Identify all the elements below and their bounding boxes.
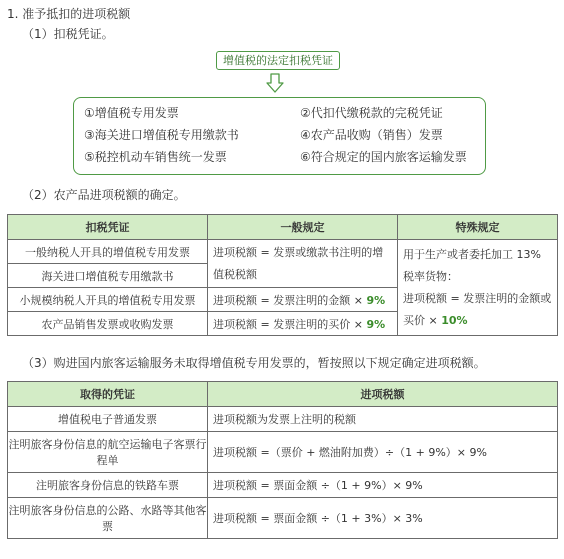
table-header-row [8, 382, 558, 407]
special-rate: 10% [441, 313, 468, 327]
subheading-passenger-transport: （3）购进国内旅客运输服务未取得增值税专用发票的，暂按照以下规定确定进项税额。 [22, 356, 486, 370]
voucher-item: ①增值税专用发票 [84, 106, 179, 120]
voucher-cell: 注明旅客身份信息的铁路车票 [8, 473, 208, 498]
agri-tax-table [7, 214, 558, 336]
column-header: 进项税额 [208, 382, 558, 407]
general-rule-cell [208, 288, 398, 312]
subheading-agri-products: （2）农产品进项税额的确定。 [22, 188, 186, 202]
voucher-cell: 农产品销售发票或收购发票 [8, 312, 208, 336]
formula-cell: 进项税额为发票上注明的税额 [208, 407, 558, 432]
voucher-item: ④农产品收购（销售）发票 [300, 128, 443, 142]
voucher-cell: 一般纳税人开具的增值税专用发票 [8, 240, 208, 264]
voucher-item: ③海关进口增值税专用缴款书 [84, 128, 239, 142]
table-row [8, 498, 558, 539]
special-rule-formula: 进项税额 = 发票注明的金额或买价 × [403, 291, 552, 327]
general-rate: 9% [366, 317, 386, 331]
voucher-list-box [73, 97, 486, 175]
voucher-cell: 注明旅客身份信息的航空运输电子客票行程单 [8, 432, 208, 473]
section-heading: 1. 准予抵扣的进项税额 [7, 7, 131, 21]
formula-cell: 进项税额 = 票面金额 ÷（1 + 3%）× 3% [208, 498, 558, 539]
down-arrow-icon [264, 72, 286, 94]
voucher-item: ⑤税控机动车销售统一发票 [84, 150, 227, 164]
table-row [8, 473, 558, 498]
flow-title-box: 增值税的法定扣税凭证 [216, 51, 340, 70]
subheading-tax-vouchers: （1）扣税凭证。 [22, 27, 114, 41]
formula-cell: 进项税额 =（票价 + 燃油附加费）÷（1 + 9%）× 9% [208, 432, 558, 473]
special-rule-line: 用于生产或者委托加工 13% 税率货物： [403, 247, 541, 283]
table-row [8, 432, 558, 473]
table-row [8, 240, 558, 264]
general-rate: 9% [366, 293, 386, 307]
general-rule-formula: 进项税额 = 发票注明的金额 × [213, 293, 363, 307]
voucher-cell: 注明旅客身份信息的公路、水路等其他客票 [8, 498, 208, 539]
voucher-cell: 增值税电子普通发票 [8, 407, 208, 432]
voucher-cell: 小规模纳税人开具的增值税专用发票 [8, 288, 208, 312]
general-rule-cell [208, 312, 398, 336]
formula-cell: 进项税额 = 票面金额 ÷（1 + 9%）× 9% [208, 473, 558, 498]
passenger-transport-table [7, 381, 558, 539]
column-header: 特殊规定 [398, 215, 558, 240]
table-header-row [8, 215, 558, 240]
column-header: 一般规定 [208, 215, 398, 240]
special-rule-cell [398, 240, 558, 336]
general-rule-formula: 进项税额 = 发票注明的买价 × [213, 317, 363, 331]
column-header: 取得的凭证 [8, 382, 208, 407]
general-rule-cell: 进项税额 = 发票或缴款书注明的增值税税额 [208, 240, 398, 288]
voucher-cell: 海关进口增值税专用缴款书 [8, 264, 208, 288]
voucher-item: ②代扣代缴税款的完税凭证 [300, 106, 443, 120]
table-row [8, 407, 558, 432]
voucher-item: ⑥符合规定的国内旅客运输发票 [300, 150, 467, 164]
column-header: 扣税凭证 [8, 215, 208, 240]
